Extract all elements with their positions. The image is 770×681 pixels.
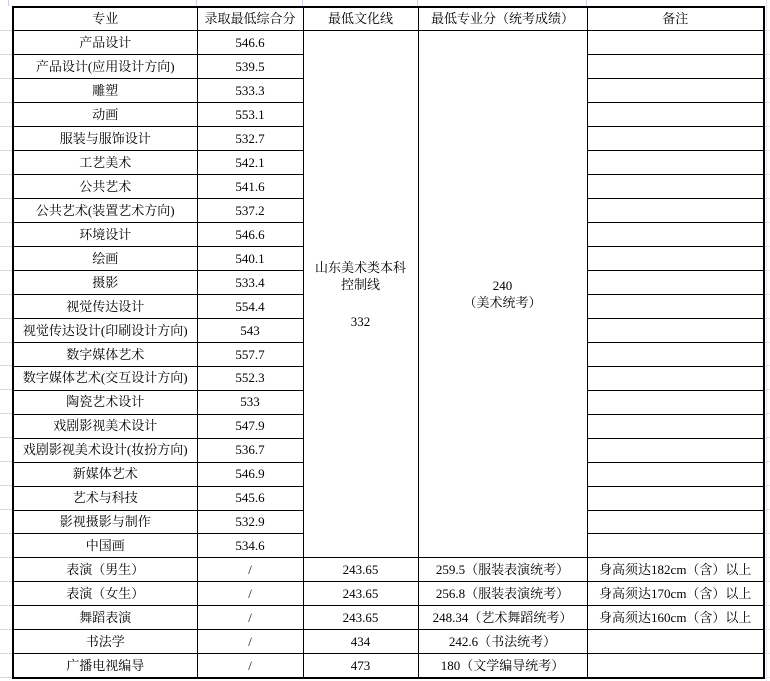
- remark-cell: [587, 175, 764, 199]
- remark-cell: [587, 199, 764, 223]
- major-line-score: 240: [492, 277, 513, 293]
- score-cell: 534.6: [197, 534, 303, 558]
- column-header-min-composite-score: 录取最低综合分: [197, 7, 303, 31]
- culture-line-cell: 243.65: [303, 582, 418, 606]
- major-min-cell: 259.5（服装表演统考）: [418, 558, 587, 582]
- major-cell: 摄影: [13, 270, 197, 294]
- score-cell: 557.7: [197, 342, 303, 366]
- remark-cell: [587, 534, 764, 558]
- major-cell: 表演（男生）: [13, 558, 197, 582]
- table-row: [13, 582, 764, 606]
- gridline-stub: [0, 653, 12, 654]
- score-cell: 532.9: [197, 510, 303, 534]
- major-cell: 动画: [13, 103, 197, 127]
- score-cell: 541.6: [197, 175, 303, 199]
- gridline-stub: [0, 318, 12, 319]
- major-cell: 视觉传达设计: [13, 294, 197, 318]
- gridline-stub: [0, 150, 12, 151]
- score-cell: 552.3: [197, 366, 303, 390]
- major-cell: 中国画: [13, 534, 197, 558]
- remark-cell: [587, 294, 764, 318]
- major-cell: 绘画: [13, 247, 197, 271]
- gridline-stub: [0, 222, 12, 223]
- remark-cell: [587, 270, 764, 294]
- score-cell: 533.3: [197, 79, 303, 103]
- culture-line-cell: 473: [303, 654, 418, 678]
- remark-cell: [587, 414, 764, 438]
- major-cell: 数字媒体艺术: [13, 342, 197, 366]
- score-cell: /: [197, 582, 303, 606]
- gridline-stub: [0, 557, 12, 558]
- header-row: [13, 7, 764, 31]
- gridline-stub: [0, 30, 12, 31]
- gridline-stub: [0, 78, 12, 79]
- culture-line-value: 332: [350, 313, 371, 329]
- remark-cell: [587, 438, 764, 462]
- major-cell: 陶瓷艺术设计: [13, 390, 197, 414]
- major-cell: 雕塑: [13, 79, 197, 103]
- score-cell: /: [197, 558, 303, 582]
- table-row: [13, 31, 764, 55]
- gridline-stub: [0, 629, 12, 630]
- gridline-stub: [0, 509, 12, 510]
- remark-cell: [587, 654, 764, 678]
- table-row: [13, 606, 764, 630]
- gridline-stub: [0, 677, 12, 678]
- major-line-merged-cell: [418, 31, 587, 558]
- gridline-stub: [0, 294, 12, 295]
- culture-line-cell: 243.65: [303, 606, 418, 630]
- gridline-stub: [0, 461, 12, 462]
- major-cell: 产品设计: [13, 31, 197, 55]
- score-cell: 543: [197, 318, 303, 342]
- culture-line-merged-cell: [303, 31, 418, 558]
- gridline-stub: [0, 246, 12, 247]
- score-cell: /: [197, 630, 303, 654]
- column-header-min-culture-line: 最低文化线: [303, 7, 418, 31]
- gridline-stub: [0, 174, 12, 175]
- major-line-note: （美术统考）: [463, 295, 542, 311]
- gridline-stub: [0, 605, 12, 606]
- gridline-stub: [0, 485, 12, 486]
- remark-cell: [587, 390, 764, 414]
- remark-cell: [587, 462, 764, 486]
- remark-cell: [587, 103, 764, 127]
- gridline-stub: [0, 437, 12, 438]
- major-cell: 数字媒体艺术(交互设计方向): [13, 366, 197, 390]
- gridline-stub: [0, 413, 12, 414]
- score-cell: 533: [197, 390, 303, 414]
- remark-cell: [587, 151, 764, 175]
- table-row: [13, 630, 764, 654]
- remark-cell: [587, 366, 764, 390]
- remark-cell: 身高须达170cm（含）以上: [587, 582, 764, 606]
- remark-cell: [587, 223, 764, 247]
- gridline-stub: [0, 581, 12, 582]
- gridline-stub: [0, 365, 12, 366]
- admission-scores-table: [12, 6, 765, 679]
- score-cell: 542.1: [197, 151, 303, 175]
- gridline-stub: [0, 54, 12, 55]
- column-header-min-major-score: 最低专业分（统考成绩）: [418, 7, 587, 31]
- major-cell: 戏剧影视美术设计: [13, 414, 197, 438]
- remark-cell: [587, 247, 764, 271]
- table-row: [13, 558, 764, 582]
- major-cell: 舞蹈表演: [13, 606, 197, 630]
- gridline-stub: [0, 126, 12, 127]
- major-min-cell: 248.34（艺术舞蹈统考）: [418, 606, 587, 630]
- gridline-stub: [0, 102, 12, 103]
- score-cell: 547.9: [197, 414, 303, 438]
- score-cell: 539.5: [197, 55, 303, 79]
- remark-cell: [587, 630, 764, 654]
- major-min-cell: 242.6（书法统考）: [418, 630, 587, 654]
- score-cell: 554.4: [197, 294, 303, 318]
- culture-line-title: 山东美术类本科控制线: [314, 259, 406, 293]
- major-cell: 表演（女生）: [13, 582, 197, 606]
- major-cell: 视觉传达设计(印刷设计方向): [13, 318, 197, 342]
- major-cell: 产品设计(应用设计方向): [13, 55, 197, 79]
- remark-cell: 身高须达160cm（含）以上: [587, 606, 764, 630]
- major-min-cell: 256.8（服装表演统考）: [418, 582, 587, 606]
- major-min-cell: 180（文学编导统考）: [418, 654, 587, 678]
- major-cell: 服装与服饰设计: [13, 127, 197, 151]
- gridline-stub: [0, 198, 12, 199]
- major-cell: 公共艺术: [13, 175, 197, 199]
- remark-cell: [587, 79, 764, 103]
- score-cell: /: [197, 606, 303, 630]
- major-cell: 工艺美术: [13, 151, 197, 175]
- major-cell: 艺术与科技: [13, 486, 197, 510]
- score-cell: 553.1: [197, 103, 303, 127]
- gridline-stub: [0, 389, 12, 390]
- remark-cell: [587, 342, 764, 366]
- remark-cell: [587, 318, 764, 342]
- major-cell: 广播电视编导: [13, 654, 197, 678]
- score-cell: 546.6: [197, 223, 303, 247]
- major-cell: 书法学: [13, 630, 197, 654]
- score-cell: 537.2: [197, 199, 303, 223]
- score-cell: 536.7: [197, 438, 303, 462]
- remark-cell: [587, 31, 764, 55]
- gridline-stub: [0, 342, 12, 343]
- remark-cell: [587, 127, 764, 151]
- gridline-stub: [0, 270, 12, 271]
- remark-cell: [587, 55, 764, 79]
- major-cell: 影视摄影与制作: [13, 510, 197, 534]
- remark-cell: [587, 510, 764, 534]
- major-cell: 环境设计: [13, 223, 197, 247]
- major-cell: 公共艺术(装置艺术方向): [13, 199, 197, 223]
- score-cell: 532.7: [197, 127, 303, 151]
- score-cell: 546.9: [197, 462, 303, 486]
- culture-line-cell: 434: [303, 630, 418, 654]
- score-cell: 540.1: [197, 247, 303, 271]
- major-cell: 戏剧影视美术设计(妆扮方向): [13, 438, 197, 462]
- remark-cell: 身高须达182cm（含）以上: [587, 558, 764, 582]
- table-row: [13, 654, 764, 678]
- gridline-stub: [0, 533, 12, 534]
- score-cell: /: [197, 654, 303, 678]
- remark-cell: [587, 486, 764, 510]
- culture-line-cell: 243.65: [303, 558, 418, 582]
- column-header-remarks: 备注: [587, 7, 764, 31]
- score-cell: 533.4: [197, 270, 303, 294]
- gridline-stub: [8, 0, 9, 6]
- table-body: [13, 31, 764, 678]
- score-cell: 546.6: [197, 31, 303, 55]
- column-header-major: 专业: [13, 7, 197, 31]
- major-cell: 新媒体艺术: [13, 462, 197, 486]
- score-cell: 545.6: [197, 486, 303, 510]
